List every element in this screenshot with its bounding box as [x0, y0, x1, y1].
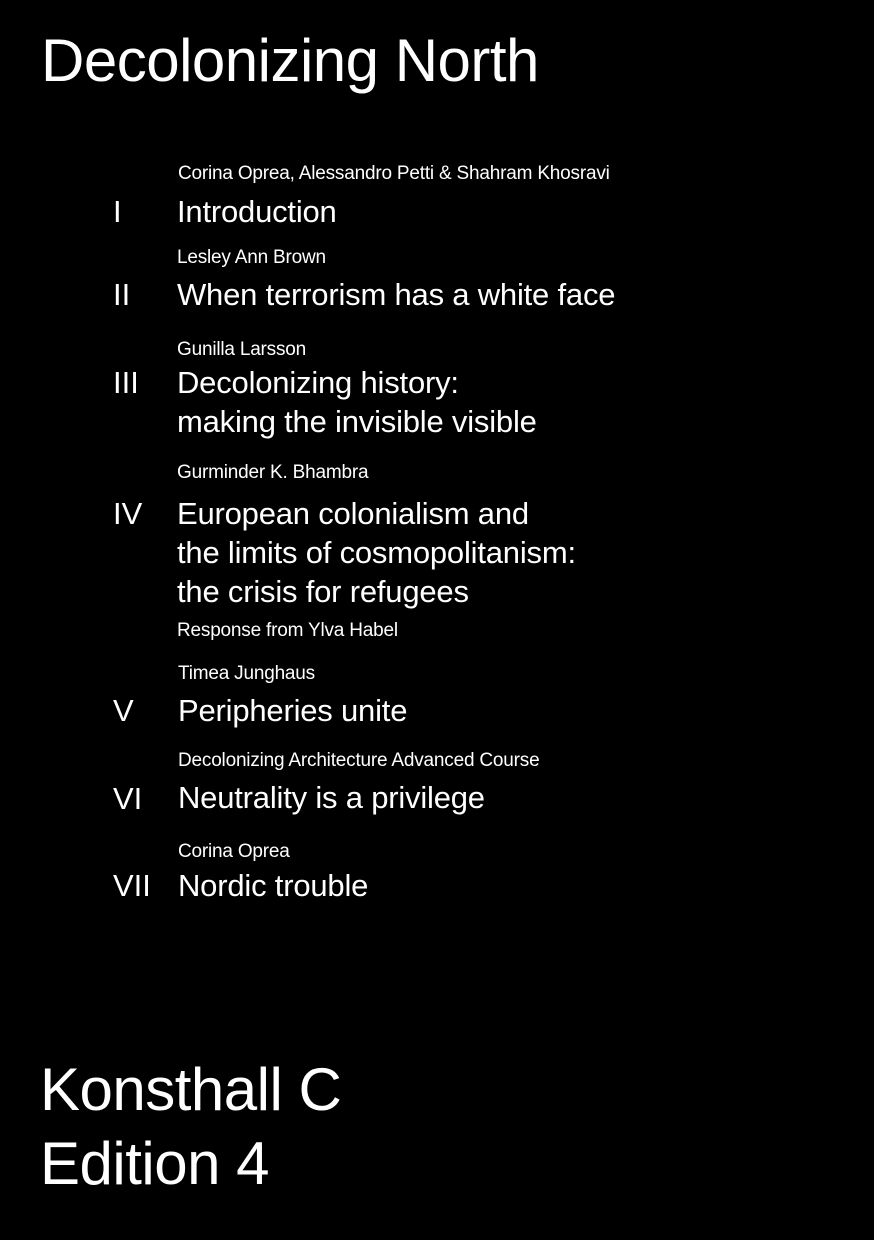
toc-numeral: I [113, 194, 122, 229]
publisher-name: Konsthall C [40, 1056, 342, 1123]
toc-numeral: IV [113, 496, 143, 531]
edition-label: Edition 4 [40, 1130, 269, 1197]
toc-title: European colonialism and the limits of cosmopolitanism: the crisis for refugees [177, 496, 576, 609]
toc-numeral: V [113, 693, 134, 728]
toc-numeral: III [113, 365, 139, 400]
toc-author: Gurminder K. Bhambra [177, 462, 369, 483]
toc-numeral: VII [113, 868, 151, 903]
page-title: Decolonizing North [41, 27, 539, 94]
toc-author: Decolonizing Architecture Advanced Course [178, 750, 540, 771]
toc-author: Corina Oprea [178, 841, 290, 862]
toc-title: Nordic trouble [178, 868, 369, 903]
toc-title: Peripheries unite [178, 693, 408, 728]
toc-author: Lesley Ann Brown [177, 247, 326, 268]
toc-title: Decolonizing history: making the invisible visible [177, 365, 537, 439]
toc-numeral: II [113, 277, 131, 312]
toc-author: Timea Junghaus [178, 663, 315, 684]
toc-title: Neutrality is a privilege [178, 780, 485, 815]
publication-footer [40, 1053, 341, 1201]
toc-numeral: VI [113, 781, 143, 816]
toc-author: Gunilla Larsson [177, 339, 307, 360]
toc-title: When terrorism has a white face [177, 277, 616, 312]
toc-response: Response from Ylva Habel [177, 620, 398, 641]
toc-title: Introduction [177, 194, 337, 229]
toc-author: Corina Oprea, Alessandro Petti & Shahram Khosravi [178, 163, 610, 184]
